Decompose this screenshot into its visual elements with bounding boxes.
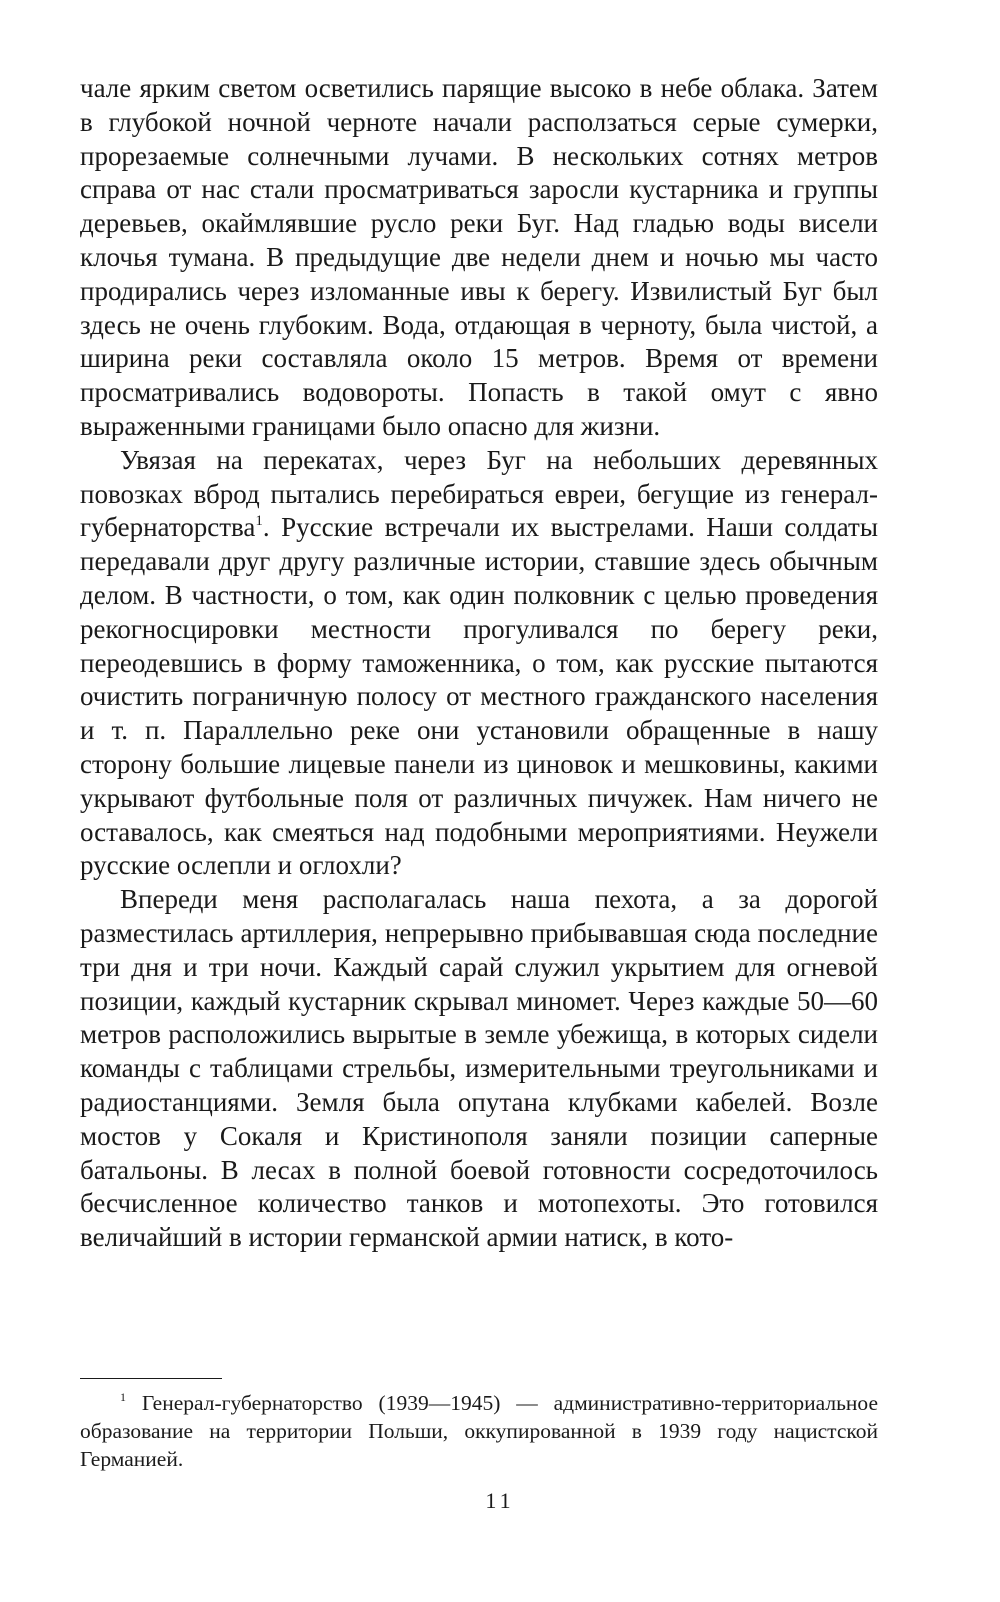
paragraph-1: чале ярким светом осветились парящие высоко в небе облака. Затем в глубокой ночной черноте начали расползаться серые сумерки, прорезаемые солнечными лучами. В нескольких сотнях метров справа от нас стали просматриваться заросли кустарника и группы деревьев, окаймлявшие русло реки Буг. Над гладью воды висели клочья тумана. В предыдущие две недели днем и ночью мы часто продирались через изломанные ивы к берегу. Извилистый Буг был здесь не очень глубоким. Вода, отдающая в черноту, была чистой, а ширина реки составляла около 15 метров. Время от времени просматривались водовороты. Попасть в такой омут с явно выраженными границами было опасно для жизни. [80,73,878,441]
main-text [80,72,878,1255]
paragraph-3: Впереди меня располагалась наша пехота, а за дорогой разместилась артиллерия, непрерывно прибывавшая сюда последние три дня и три ночи. Каждый сарай служил укрытием для огневой позиции, каждый кустарник скрывал миномет. Через каждые 50—60 метров расположились вырытые в земле убежища, в которых сидели команды с таблицами стрельбы, измерительными треугольниками и радиостанциями. Земля была опутана клубками кабелей. Возле мостов у Сокаля и Кристинополя заняли позиции саперные батальоны. В лесах в полной боевой готовности сосредоточилось бесчисленное количество танков и мотопехоты. Это готовился величайший в истории германской армии натиск, в кото- [80,884,878,1253]
footnote-marker: 1 [120,1390,126,1404]
footnote-text: Генерал-губернаторство (1939—1945) — административно-территориальное образование на территории Польши, оккупированной в 1939 году нацистской Германией. [80,1391,878,1471]
paragraph-2 [80,444,878,883]
footnote-reference[interactable]: 1 [255,513,263,530]
footnote-divider [80,1378,222,1379]
page-number: 11 [485,1488,515,1513]
paragraph-2-part-1: Увязая на перекатах, через Буг на небольших деревянных повозках вброд пытались перебираться евреи, бегущие из генерал-губернаторства [80,444,878,543]
paragraph-2-part-2: . Русские встречали их выстрелами. Наши солдаты передавали друг другу различные истории, ставшие здесь обычным делом. В частности, о том, как один полковник с целью проведения рекогносцировки местности прогуливался по берегу реки, переодевшись в форму таможенника, о том, как русские пытаются очистить пограничную полосу от местного гражданского населения и т. п. Параллельно реке они установили обращенные в нашу сторону большие лицевые панели из циновок и мешковины, какими укрывают футбольные поля от различных пичужек. Нам ничего не оставалось, как смеяться над подобными мероприятиями. Неужели русские ослепли и оглохли? [80,512,878,881]
footnote [80,1389,878,1473]
